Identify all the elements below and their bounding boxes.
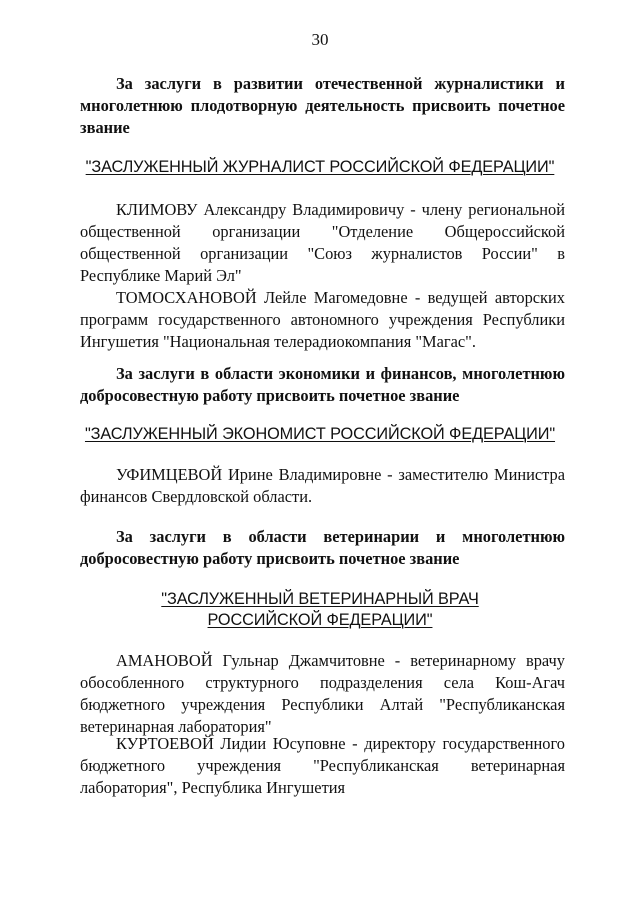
award-entry-kurtoeva: КУРТОЕВОЙ Лидии Юсуповне - директору государственного бюджетного учреждения "Республиканская ветеринарная лаборатория", Республика Ингушетия bbox=[80, 734, 565, 797]
award-entry-tomoskhanova: ТОМОСХАНОВОЙ Лейле Магомедовне - ведущей авторских программ государственного автономного учреждения Республики Ингушетия "Национальная телерадиокомпания "Магас". bbox=[80, 288, 565, 351]
honorary-title-line: "ЗАСЛУЖЕННЫЙ ЖУРНАЛИСТ РОССИЙСКОЙ ФЕДЕРАЦИИ" bbox=[85, 158, 555, 176]
page-number: 30 bbox=[311, 30, 329, 49]
section-heading-economics: За заслуги в области экономики и финансов, многолетнюю добросовестную работу присвоить почетное звание bbox=[80, 364, 565, 405]
honorary-title-economist bbox=[60, 424, 580, 445]
honorary-title-line: "ЗАСЛУЖЕННЫЙ ЭКОНОМИСТ РОССИЙСКОЙ ФЕДЕРАЦИИ" bbox=[84, 425, 556, 443]
honorary-title-line: РОССИЙСКОЙ ФЕДЕРАЦИИ" bbox=[207, 611, 433, 629]
section-heading-veterinary: За заслуги в области ветеринарии и многолетнюю добросовестную работу присвоить почетное звание bbox=[80, 527, 565, 568]
award-entry-ufimtseva: УФИМЦЕВОЙ Ирине Владимировне - заместителю Министра финансов Свердловской области. bbox=[80, 465, 565, 506]
award-entry-klimov: КЛИМОВУ Александру Владимировичу - члену региональной общественной организации "Отделение Общероссийской общественной организации "Союз журналистов России" в Республике Марий Эл" bbox=[80, 200, 565, 285]
award-entry-amanova: АМАНОВОЙ Гульнар Джамчитовне - ветеринарному врачу обособленного структурного подразделения села Кош-Агач бюджетного учреждения Республики Алтай "Республиканская ветеринарная лаборатория" bbox=[80, 651, 565, 736]
honorary-title-line: "ЗАСЛУЖЕННЫЙ ВЕТЕРИНАРНЫЙ ВРАЧ bbox=[161, 590, 479, 608]
honorary-title-journalist bbox=[60, 157, 580, 178]
honorary-title-veterinarian bbox=[60, 589, 580, 631]
section-heading-journalism: За заслуги в развитии отечественной журналистики и многолетнюю плодотворную деятельность присвоить почетное звание bbox=[80, 74, 565, 137]
